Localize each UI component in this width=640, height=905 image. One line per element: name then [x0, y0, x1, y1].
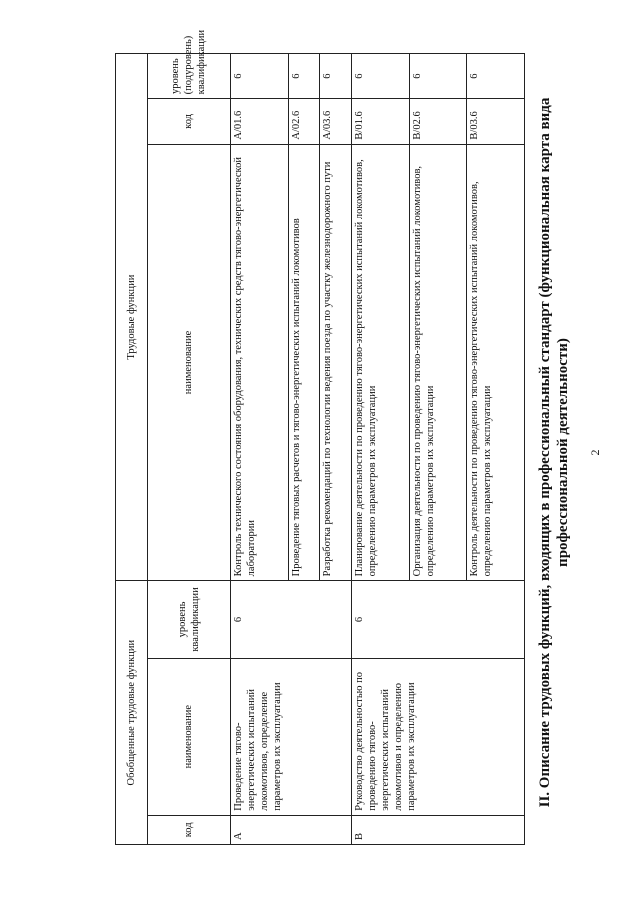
gen-level-b: 6 — [352, 581, 525, 658]
tf-code: B/01.6 — [352, 99, 410, 144]
tf-code: A/01.6 — [231, 99, 289, 144]
tf-name: Контроль деятельности по проведению тягово-энергетических испытаний локомотивов, определению параметров их эксплуатации — [467, 144, 525, 581]
tf-code: A/03.6 — [320, 99, 352, 144]
header-level: уровень квалификации — [147, 581, 230, 658]
tf-level: 6 — [320, 54, 352, 99]
table-column-header-row — [147, 54, 230, 845]
tf-level: 6 — [409, 54, 467, 99]
gen-name-b: Руководство деятельностью по проведению тягово-энергетических испытаний локомотивов и определению параметров их эксплуатации — [352, 658, 525, 815]
table-row — [231, 54, 289, 845]
header-labor-functions: Трудовые функции — [116, 54, 148, 581]
tf-level: 6 — [467, 54, 525, 99]
section-title-line-2: профессиональной деятельности) — [555, 338, 571, 567]
page-number: 2 — [588, 449, 602, 456]
table-group-header-row — [116, 54, 148, 845]
tf-name: Планирование деятельности по проведению тягово-энергетических испытаний локомотивов, определению параметров их эксплуатации — [352, 144, 410, 581]
tf-level: 6 — [231, 54, 289, 99]
header-code: код — [147, 815, 230, 844]
header-tf-name: наименование — [147, 144, 230, 581]
tf-name: Контроль технического состояния оборудования, технических средств тягово-энергетической лаборатории — [231, 144, 289, 581]
section-title-line-1: II. Описание трудовых функций, входящих в профессиональный стандарт (функциональная карта вида — [537, 97, 553, 808]
gen-code-b: B — [352, 815, 525, 844]
tf-name: Организация деятельности по проведению тягово-энергетических испытаний локомотивов, определению параметров их эксплуатации — [409, 144, 467, 581]
tf-code: B/02.6 — [409, 99, 467, 144]
tf-code: B/03.6 — [467, 99, 525, 144]
header-tf-level: уровень (подуровень) квалификации — [147, 54, 230, 99]
tf-level: 6 — [352, 54, 410, 99]
table-row — [352, 54, 410, 845]
tf-code: A/02.6 — [288, 99, 320, 144]
functional-map-table — [115, 29, 525, 845]
tf-level: 6 — [288, 54, 320, 99]
section-title — [536, 60, 572, 845]
header-tf-code: код — [147, 99, 230, 144]
header-name: наименование — [147, 658, 230, 815]
gen-code-a: A — [231, 815, 352, 844]
gen-name-a: Проведение тягово-энергетических испытаний локомотивов, определение параметров их эксплуатации — [231, 658, 352, 815]
gen-level-a: 6 — [231, 581, 352, 658]
tf-name: Проведение тяговых расчетов и тягово-энергетических испытаний локомотивов — [288, 144, 320, 581]
header-generalized-functions: Обобщенные трудовые функции — [116, 581, 148, 845]
tf-name: Разработка рекомендаций по технологии ведения поезда по участку железнодорожного пути — [320, 144, 352, 581]
